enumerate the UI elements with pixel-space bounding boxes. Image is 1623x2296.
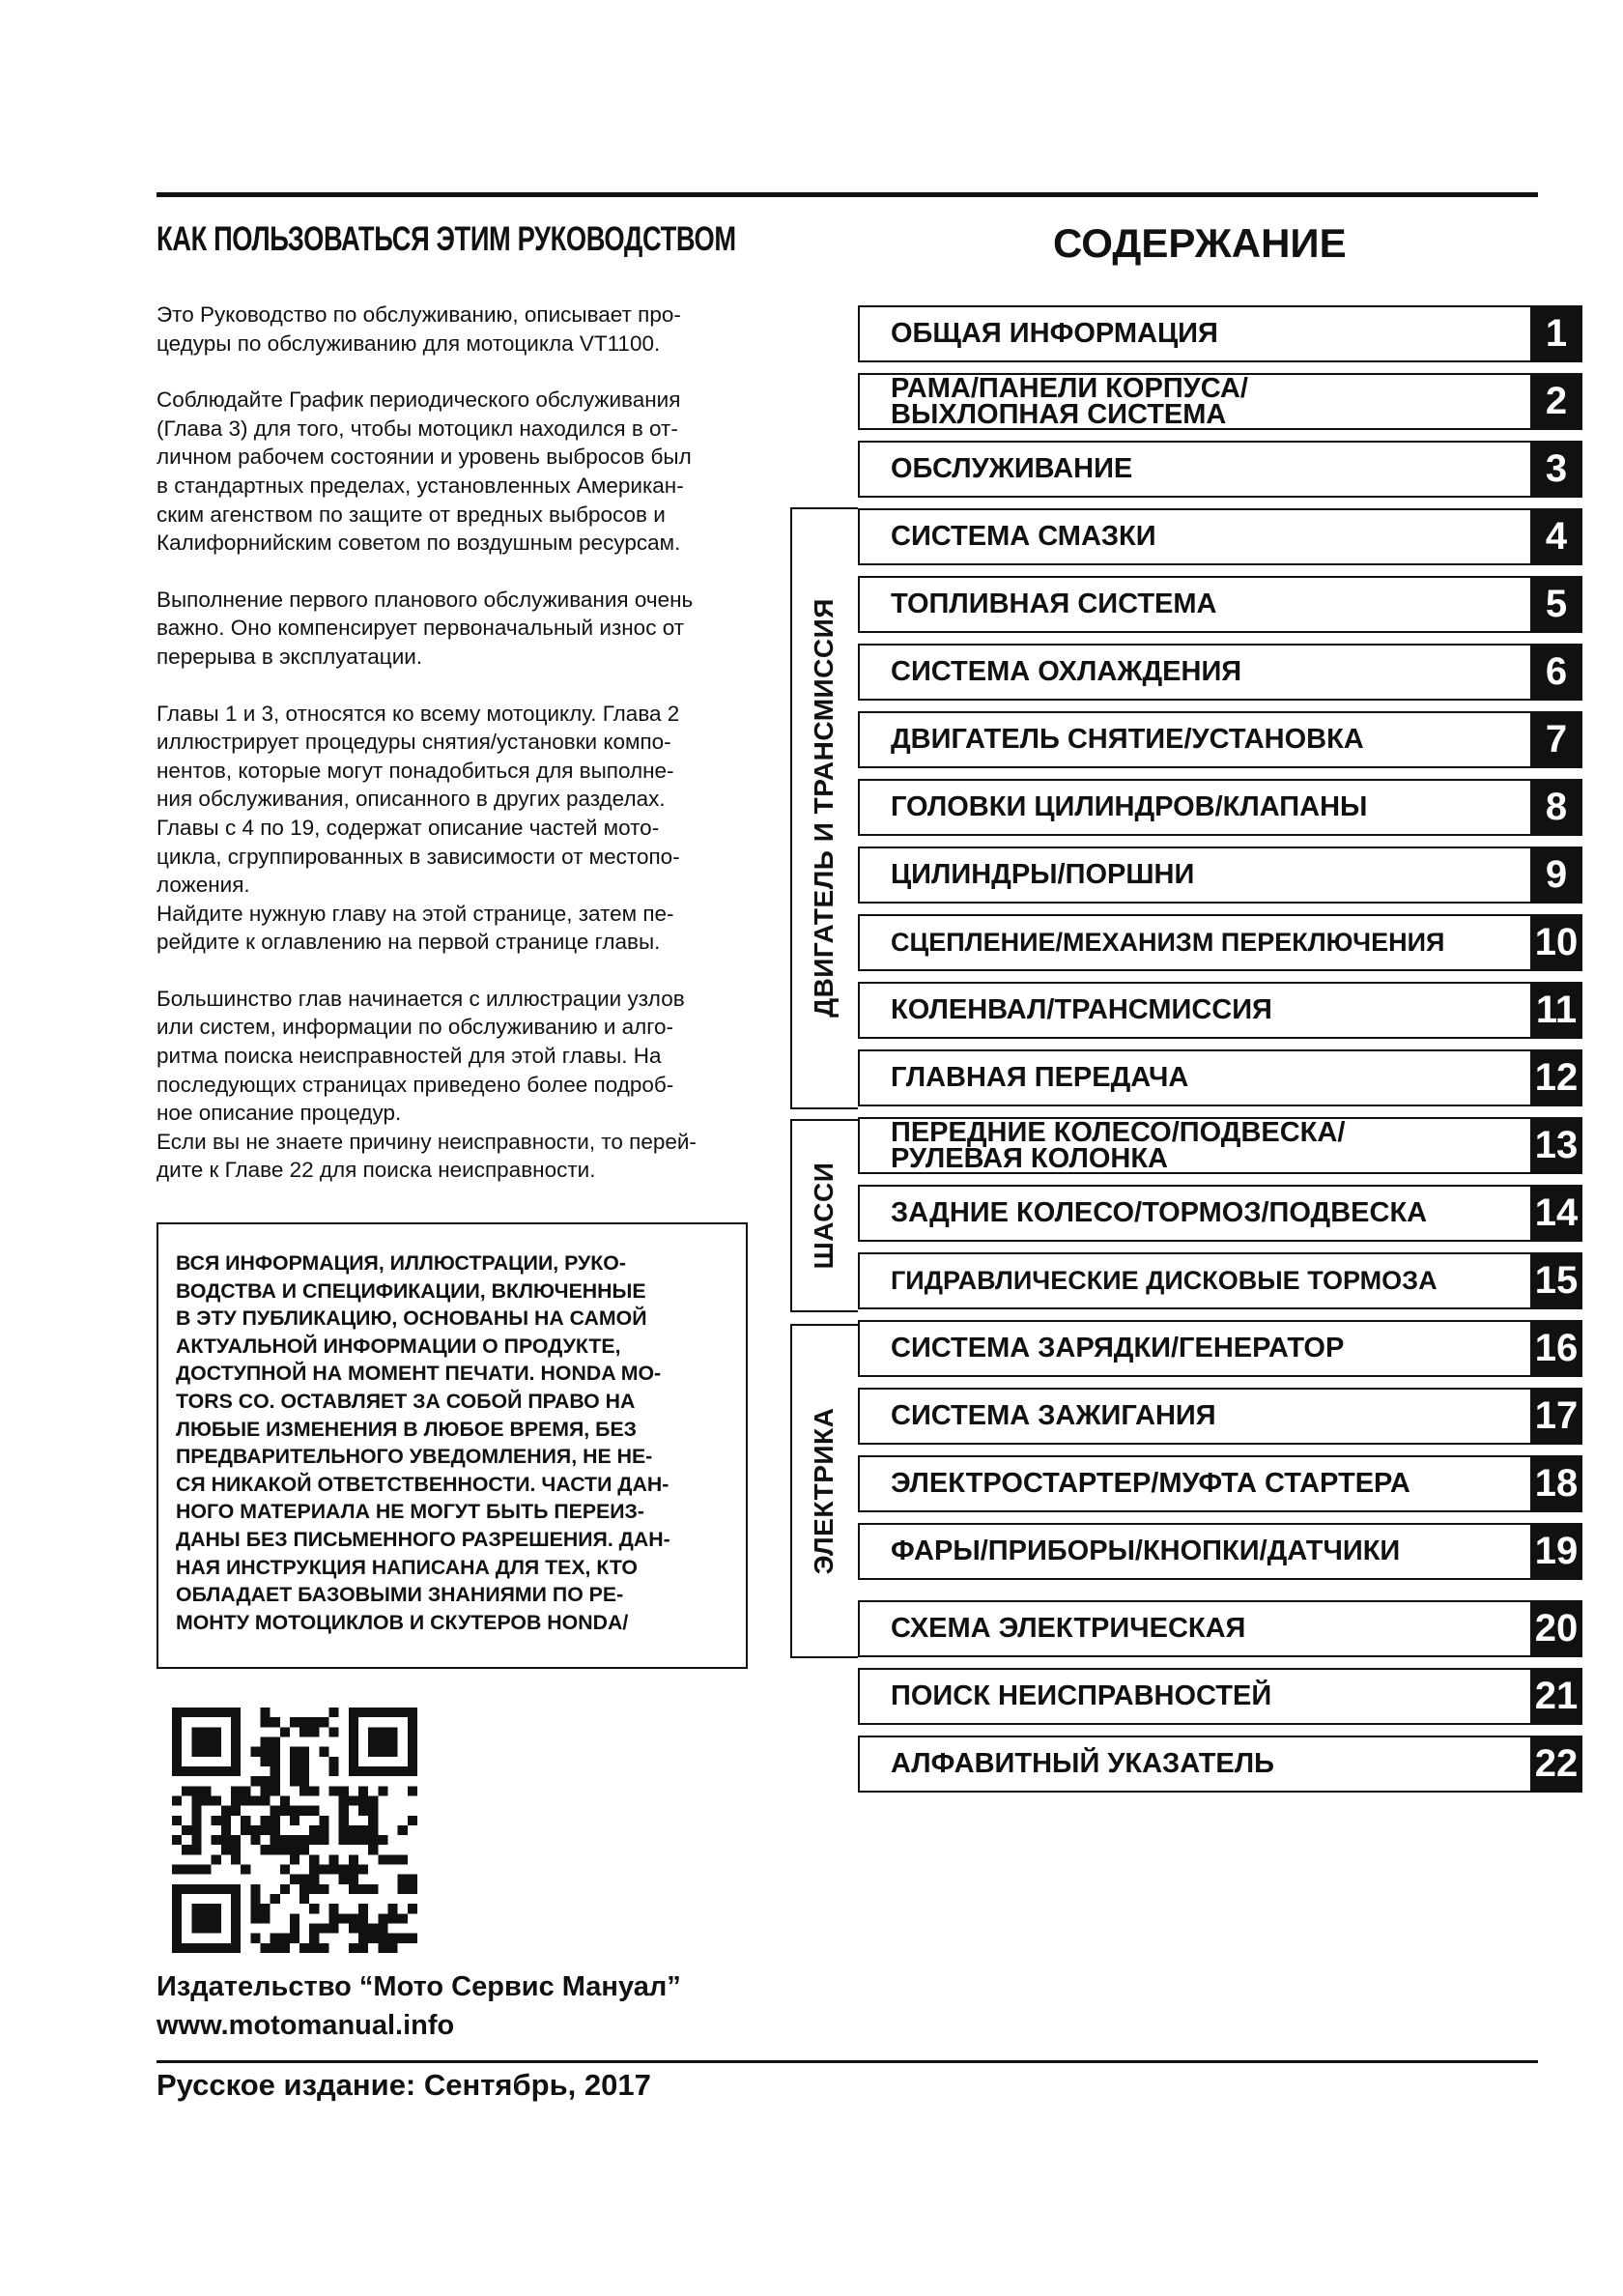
chapter-number: 1 [1530, 305, 1582, 362]
toc-row[interactable] [858, 373, 1582, 430]
chapter-number: 13 [1530, 1117, 1582, 1174]
chapter-number: 9 [1530, 847, 1582, 904]
chapter-title: ЭЛЕКТРОСТАРТЕР/МУФТА СТАРТЕРА [891, 1468, 1410, 1499]
chapter-title: ФАРЫ/ПРИБОРЫ/КНОПКИ/ДАТЧИКИ [891, 1535, 1401, 1566]
toc-row[interactable] [858, 982, 1582, 1039]
chapter-number: 5 [1530, 576, 1582, 633]
chapter-number: 8 [1530, 779, 1582, 836]
chapter-title: ГИДРАВЛИЧЕСКИЕ ДИСКОВЫЕ ТОРМОЗА [891, 1266, 1438, 1295]
intro-text [157, 301, 765, 1213]
toc-row[interactable] [858, 1320, 1582, 1377]
chapter-title: СИСТЕМА СМАЗКИ [891, 521, 1156, 552]
chapter-title: ЗАДНИЕ КОЛЕСО/ТОРМОЗ/ПОДВЕСКА [891, 1197, 1428, 1228]
chapter-number: 6 [1530, 644, 1582, 701]
toc-row[interactable] [858, 1736, 1582, 1793]
toc-row[interactable] [858, 1252, 1582, 1309]
chapter-number: 15 [1530, 1252, 1582, 1309]
disclaimer-text: ВСЯ ИНФОРМАЦИЯ, ИЛЛЮСТРАЦИИ, РУКО- ВОДСТВА И СПЕЦИФИКАЦИИ, ВКЛЮЧЕННЫЕ В ЭТУ ПУБЛИКАЦИЮ, ОСНОВАНЫ НА САМОЙ АКТУАЛЬНОЙ ИНФОРМАЦИИ О ПРОДУКТЕ, ДОСТУПНОЙ НА МОМЕНТ ПЕЧАТИ. HONDA MO- TORS CO. ОСТАВЛЯЕТ ЗА СОБОЙ ПРАВО НА ЛЮБЫЕ ИЗМЕНЕНИЯ В ЛЮБОЕ ВРЕМЯ, БЕЗ ПРЕДВАРИТЕЛЬНОГО УВЕДОМЛЕНИЯ, НЕ НЕ- СЯ НИКАКОЙ ОТВЕТСТВЕННОСТИ. ЧАСТИ ДАН- НОГО МАТЕРИАЛА НЕ МОГУТ БЫТЬ ПЕРЕИЗ- ДАНЫ БЕЗ ПИСЬМЕННОГО РАЗРЕШЕНИЯ. ДАН- НАЯ ИНСТРУКЦИЯ НАПИСАНА ДЛЯ ТЕХ, КТО ОБЛАДАЕТ БАЗОВЫМИ ЗНАНИЯМИ ПО РЕ- МОНТУ МОТОЦИКЛОВ И СКУТЕРОВ HONDA/ [176, 1251, 670, 1634]
toc-row[interactable] [858, 1600, 1582, 1657]
section-label-chassis: ШАССИ [809, 1162, 839, 1270]
chapter-number: 17 [1530, 1388, 1582, 1445]
chapter-title: ОБЩАЯ ИНФОРМАЦИЯ [891, 318, 1218, 349]
chapter-number: 20 [1530, 1600, 1582, 1657]
toc-row[interactable] [858, 1049, 1582, 1106]
toc-row[interactable] [858, 1455, 1582, 1512]
qr-code-icon [172, 1708, 417, 1953]
chapter-number: 19 [1530, 1523, 1582, 1580]
chapter-number: 16 [1530, 1320, 1582, 1377]
chapter-number: 10 [1530, 914, 1582, 971]
toc-row[interactable] [858, 1185, 1582, 1242]
chapter-number: 12 [1530, 1049, 1582, 1106]
chapter-title: ЦИЛИНДРЫ/ПОРШНИ [891, 859, 1195, 890]
intro-paragraph: Главы 1 и 3, относятся ко всему мотоциклу. Глава 2 иллюстрирует процедуры снятия/установки компо- нентов, которые могут понадобиться для выполне- ния обслуживания, описанного в других разделах. Главы с 4 по 19, содержат описание частей мото- цикла, сгруппированных в зависимости от местопо- ложения. Найдите нужную главу на этой странице, затем пе- рейдите к оглавлению на первой странице главы. [157, 701, 680, 955]
toc-row[interactable] [858, 711, 1582, 768]
intro-paragraph: Это Руководство по обслуживанию, описывает про- цедуры по обслуживанию для мотоцикла VT1100. [157, 302, 681, 356]
section-label-engine: ДВИГАТЕЛЬ И ТРАНСМИССИЯ [809, 598, 839, 1018]
chapter-title: ОБСЛУЖИВАНИЕ [891, 453, 1133, 484]
toc-row[interactable] [858, 644, 1582, 701]
toc-row[interactable] [858, 847, 1582, 904]
intro-paragraph: Соблюдайте График периодического обслуживания (Глава 3) для того, чтобы мотоцикл находился в от- личном рабочем состоянии и уровень выбросов был в стандартных пределах, установленных Американ- ским агенством по защите от вредных выбросов и Калифорнийским советом по воздушным ресурсам. [157, 387, 692, 556]
chapter-number: 4 [1530, 508, 1582, 565]
chapter-number: 7 [1530, 711, 1582, 768]
toc-row[interactable] [858, 779, 1582, 836]
chapter-title: ГОЛОВКИ ЦИЛИНДРОВ/КЛАПАНЫ [891, 791, 1368, 822]
chapter-title: ПЕРЕДНИЕ КОЛЕСО/ПОДВЕСКА/ РУЛЕВАЯ КОЛОНКА [891, 1116, 1346, 1174]
publisher-name: Издательство “Мото Сервис Мануал” [157, 1971, 681, 2002]
chapter-number: 22 [1530, 1736, 1582, 1793]
intro-paragraph: Выполнение первого планового обслуживания очень важно. Оно компенсирует первоначальный износ от перерыва в эксплуатации. [157, 587, 694, 669]
toc-row[interactable] [858, 508, 1582, 565]
chapter-title: СИСТЕМА ЗАЖИГАНИЯ [891, 1400, 1216, 1431]
toc-row[interactable] [858, 441, 1582, 498]
chapter-title: КОЛЕНВАЛ/ТРАНСМИССИЯ [891, 994, 1272, 1025]
chapter-title: ТОПЛИВНАЯ СИСТЕМА [891, 588, 1217, 619]
chapter-title: СХЕМА ЭЛЕКТРИЧЕСКАЯ [891, 1613, 1246, 1644]
chapter-number: 21 [1530, 1668, 1582, 1725]
chapter-title: АЛФАВИТНЫЙ УКАЗАТЕЛЬ [891, 1748, 1274, 1779]
chapter-number: 3 [1530, 441, 1582, 498]
chapter-title: ГЛАВНАЯ ПЕРЕДАЧА [891, 1062, 1189, 1093]
chapter-number: 11 [1530, 982, 1582, 1039]
chapter-title: СИСТЕМА ЗАРЯДКИ/ГЕНЕРАТОР [891, 1333, 1345, 1363]
chapter-number: 14 [1530, 1185, 1582, 1242]
bottom-rule [157, 2060, 1538, 2063]
disclaimer-box [157, 1222, 748, 1669]
chapter-number: 2 [1530, 373, 1582, 430]
chapter-title: ПОИСК НЕИСПРАВНОСТЕЙ [891, 1680, 1272, 1711]
toc-row[interactable] [858, 1523, 1582, 1580]
toc-row[interactable] [858, 305, 1582, 362]
chapter-number: 18 [1530, 1455, 1582, 1512]
top-rule [157, 192, 1538, 197]
chapter-title: СЦЕПЛЕНИЕ/МЕХАНИЗМ ПЕРЕКЛЮЧЕНИЯ [891, 928, 1445, 957]
toc-row[interactable] [858, 1117, 1582, 1174]
intro-paragraph: Большинство глав начинается с иллюстрации узлов или систем, информации по обслуживанию и алго- ритма поиска неисправностей для этой главы. На последующих страницах приведено более подроб- ное описание процедур. Если вы не знаете причину неисправности, то перей- дите к Главе 22 для поиска неисправности. [157, 986, 697, 1183]
section-label-electrical: ЭЛЕКТРИКА [809, 1407, 839, 1575]
toc-row[interactable] [858, 1388, 1582, 1445]
publisher-website[interactable]: www.motomanual.info [157, 2010, 455, 2041]
edition-date: Русское издание: Сентябрь, 2017 [157, 2068, 651, 2102]
guide-heading: КАК ПОЛЬЗОВАТЬСЯ ЭТИМ РУКОВОДСТВОМ [157, 220, 736, 258]
chapter-title: СИСТЕМА ОХЛАЖДЕНИЯ [891, 656, 1242, 687]
toc-row[interactable] [858, 914, 1582, 971]
chapter-title: ДВИГАТЕЛЬ СНЯТИЕ/УСТАНОВКА [891, 724, 1364, 755]
toc-row[interactable] [858, 1668, 1582, 1725]
toc-row[interactable] [858, 576, 1582, 633]
contents-heading: СОДЕРЖАНИЕ [1053, 220, 1347, 266]
chapter-title: РАМА/ПАНЕЛИ КОРПУСА/ ВЫХЛОПНАЯ СИСТЕМА [891, 372, 1248, 430]
